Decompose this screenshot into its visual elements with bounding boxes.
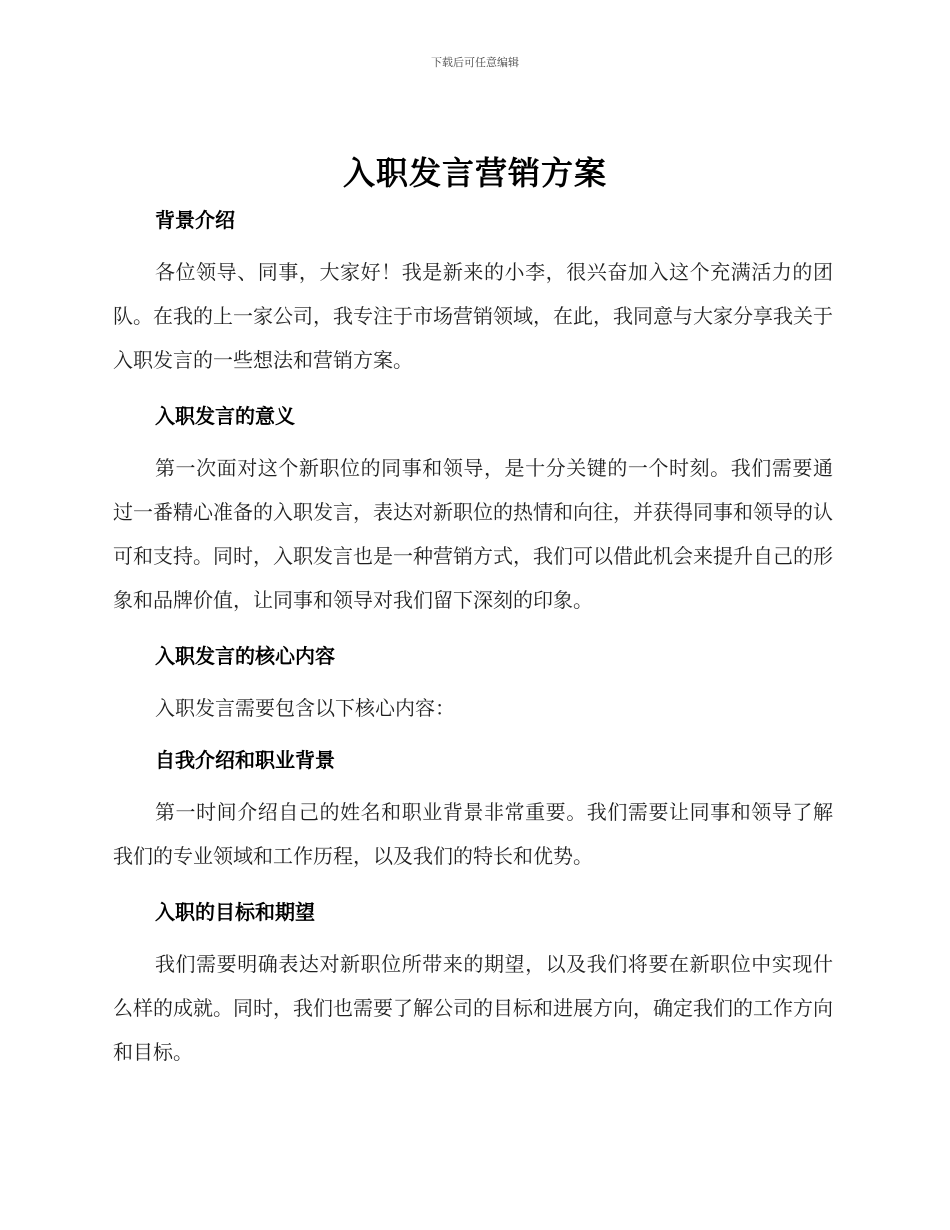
section-heading: 背景介绍 bbox=[155, 208, 235, 232]
section-heading: 入职发言的核心内容 bbox=[155, 644, 335, 668]
section-meaning bbox=[113, 396, 833, 622]
section-heading: 入职的目标和期望 bbox=[155, 900, 315, 924]
header-note: 下载后可任意编辑 bbox=[431, 56, 519, 69]
section-goals bbox=[113, 892, 833, 1074]
section-core-content bbox=[113, 636, 833, 730]
section-paragraph: 第一时间介绍自己的姓名和职业背景非常重要。我们需要让同事和领导了解我们的专业领域和工作历程，以及我们的特长和优势。 bbox=[113, 800, 833, 868]
section-heading: 自我介绍和职业背景 bbox=[155, 748, 335, 772]
section-paragraph: 我们需要明确表达对新职位所带来的期望，以及我们将要在新职位中实现什么样的成就。同时，我们也需要了解公司的目标和进展方向，确定我们的工作方向和目标。 bbox=[113, 952, 833, 1064]
section-paragraph: 各位领导、同事，大家好！我是新来的小李，很兴奋加入这个充满活力的团队。在我的上一家公司，我专注于市场营销领域，在此，我同意与大家分享我关于入职发言的一些想法和营销方案。 bbox=[113, 260, 833, 372]
section-paragraph: 入职发言需要包含以下核心内容： bbox=[155, 696, 455, 720]
document-title: 入职发言营销方案 bbox=[342, 154, 607, 192]
document-body bbox=[113, 200, 833, 1074]
section-background bbox=[113, 200, 833, 382]
section-paragraph: 第一次面对这个新职位的同事和领导，是十分关键的一个时刻。我们需要通过一番精心准备的入职发言，表达对新职位的热情和向往，并获得同事和领导的认可和支持。同时，入职发言也是一种营销方式，我们可以借此机会来提升自己的形象和品牌价值，让同事和领导对我们留下深刻的印象。 bbox=[113, 456, 833, 612]
section-self-intro bbox=[113, 740, 833, 878]
section-heading: 入职发言的意义 bbox=[155, 404, 295, 428]
